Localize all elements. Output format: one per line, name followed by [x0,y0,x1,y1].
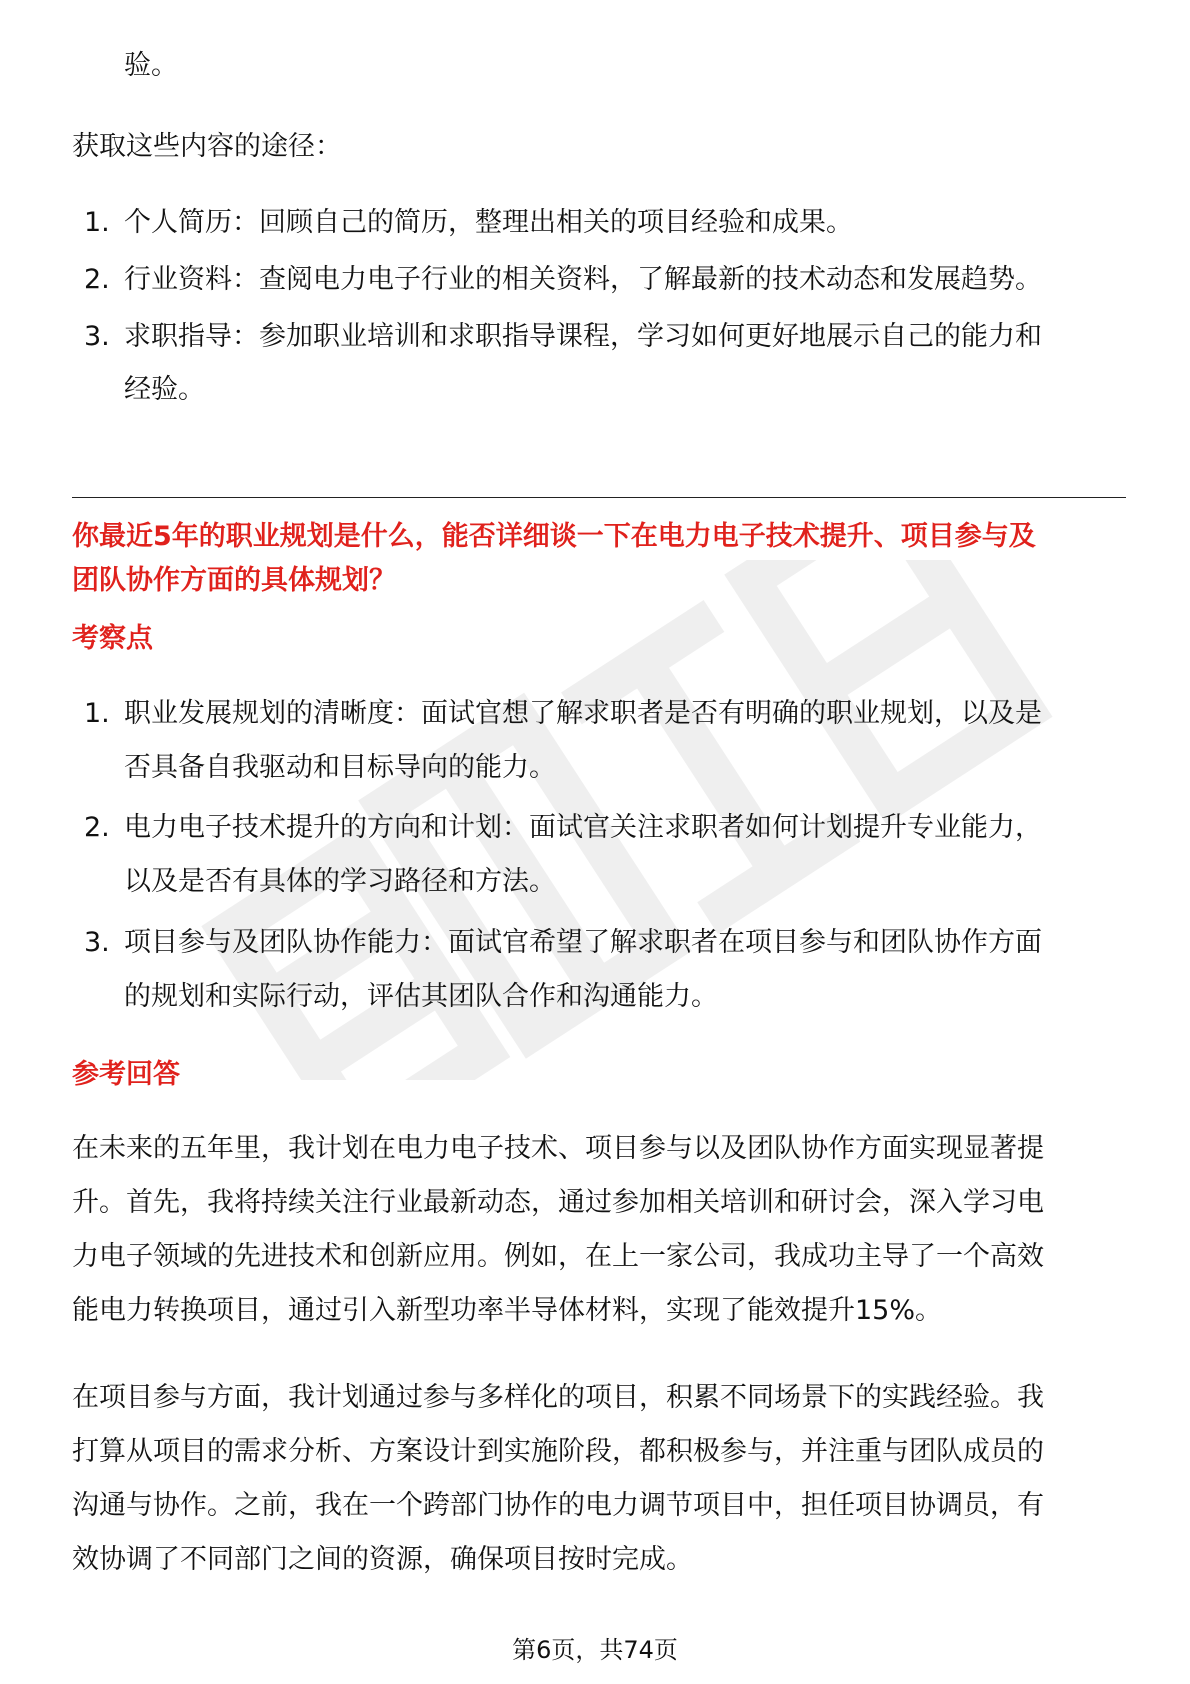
assessment-item-3-text: 项目参与及团队协作能力：面试官希望了解求职者在项目参与和团队协作方面 [124,927,1042,958]
assessment-item-3-text-continued: 的规划和实际行动，评估其团队合作和沟通能力。 [124,981,718,1012]
ways-item-3-text: 求职指导：参加职业培训和求职指导课程，学习如何更好地展示自己的能力和 [124,321,1042,352]
question-title-line-2: 团队协作方面的具体规划？ [72,565,396,596]
ways-item-1-number: 1. [84,207,110,238]
ways-item-3-number: 3. [84,321,110,352]
assessment-item-3-number: 3. [84,927,110,958]
answer-paragraph-1-line-1: 在未来的五年里，我计划在电力电子技术、项目参与以及团队协作方面实现显著提 [72,1133,1044,1164]
answer-paragraph-1-line-2: 升。首先，我将持续关注行业最新动态，通过参加相关培训和研讨会，深入学习电 [72,1187,1044,1218]
ways-item-1-text: 个人简历：回顾自己的简历，整理出相关的项目经验和成果。 [124,207,853,238]
assessment-item-2-text-continued: 以及是否有具体的学习路径和方法。 [124,866,556,897]
assessment-item-1-text: 职业发展规划的清晰度：面试官想了解求职者是否有明确的职业规划，以及是 [124,698,1042,729]
answer-heading: 参考回答 [72,1059,180,1090]
answer-paragraph-2-line-3: 沟通与协作。之前，我在一个跨部门协作的电力调节项目中，担任项目协调员，有 [72,1490,1044,1521]
ways-item-3-text-continued: 经验。 [124,374,205,405]
page-number: 第6页，共74页 [512,1636,678,1664]
section-divider [72,497,1126,498]
assessment-item-1-text-continued: 否具备自我驱动和目标导向的能力。 [124,752,556,783]
assessment-item-2-text: 电力电子技术提升的方向和计划：面试官关注求职者如何计划提升专业能力， [124,812,1042,843]
answer-paragraph-1-line-3: 力电子领域的先进技术和创新应用。例如，在上一家公司，我成功主导了一个高效 [72,1241,1044,1272]
assessment-item-1-number: 1. [84,698,110,729]
answer-paragraph-2-line-2: 打算从项目的需求分析、方案设计到实施阶段，都积极参与，并注重与团队成员的 [72,1436,1044,1467]
question-title-line-1: 你最近5年的职业规划是什么，能否详细谈一下在电力电子技术提升、项目参与及 [72,521,1036,552]
ways-item-2-text: 行业资料：查阅电力电子行业的相关资料，了解最新的技术动态和发展趋势。 [124,264,1042,295]
assessment-item-2-number: 2. [84,812,110,843]
answer-paragraph-1-line-4: 能电力转换项目，通过引入新型功率半导体材料，实现了能效提升15%。 [72,1295,943,1326]
answer-paragraph-2-line-1: 在项目参与方面，我计划通过参与多样化的项目，积累不同场景下的实践经验。我 [72,1382,1044,1413]
continuation-text: 验。 [124,50,178,81]
ways-item-2-number: 2. [84,264,110,295]
ways-heading: 获取这些内容的途径： [72,131,342,162]
answer-paragraph-2-line-4: 效协调了不同部门之间的资源，确保项目按时完成。 [72,1544,693,1575]
assessment-heading: 考察点 [72,623,153,654]
